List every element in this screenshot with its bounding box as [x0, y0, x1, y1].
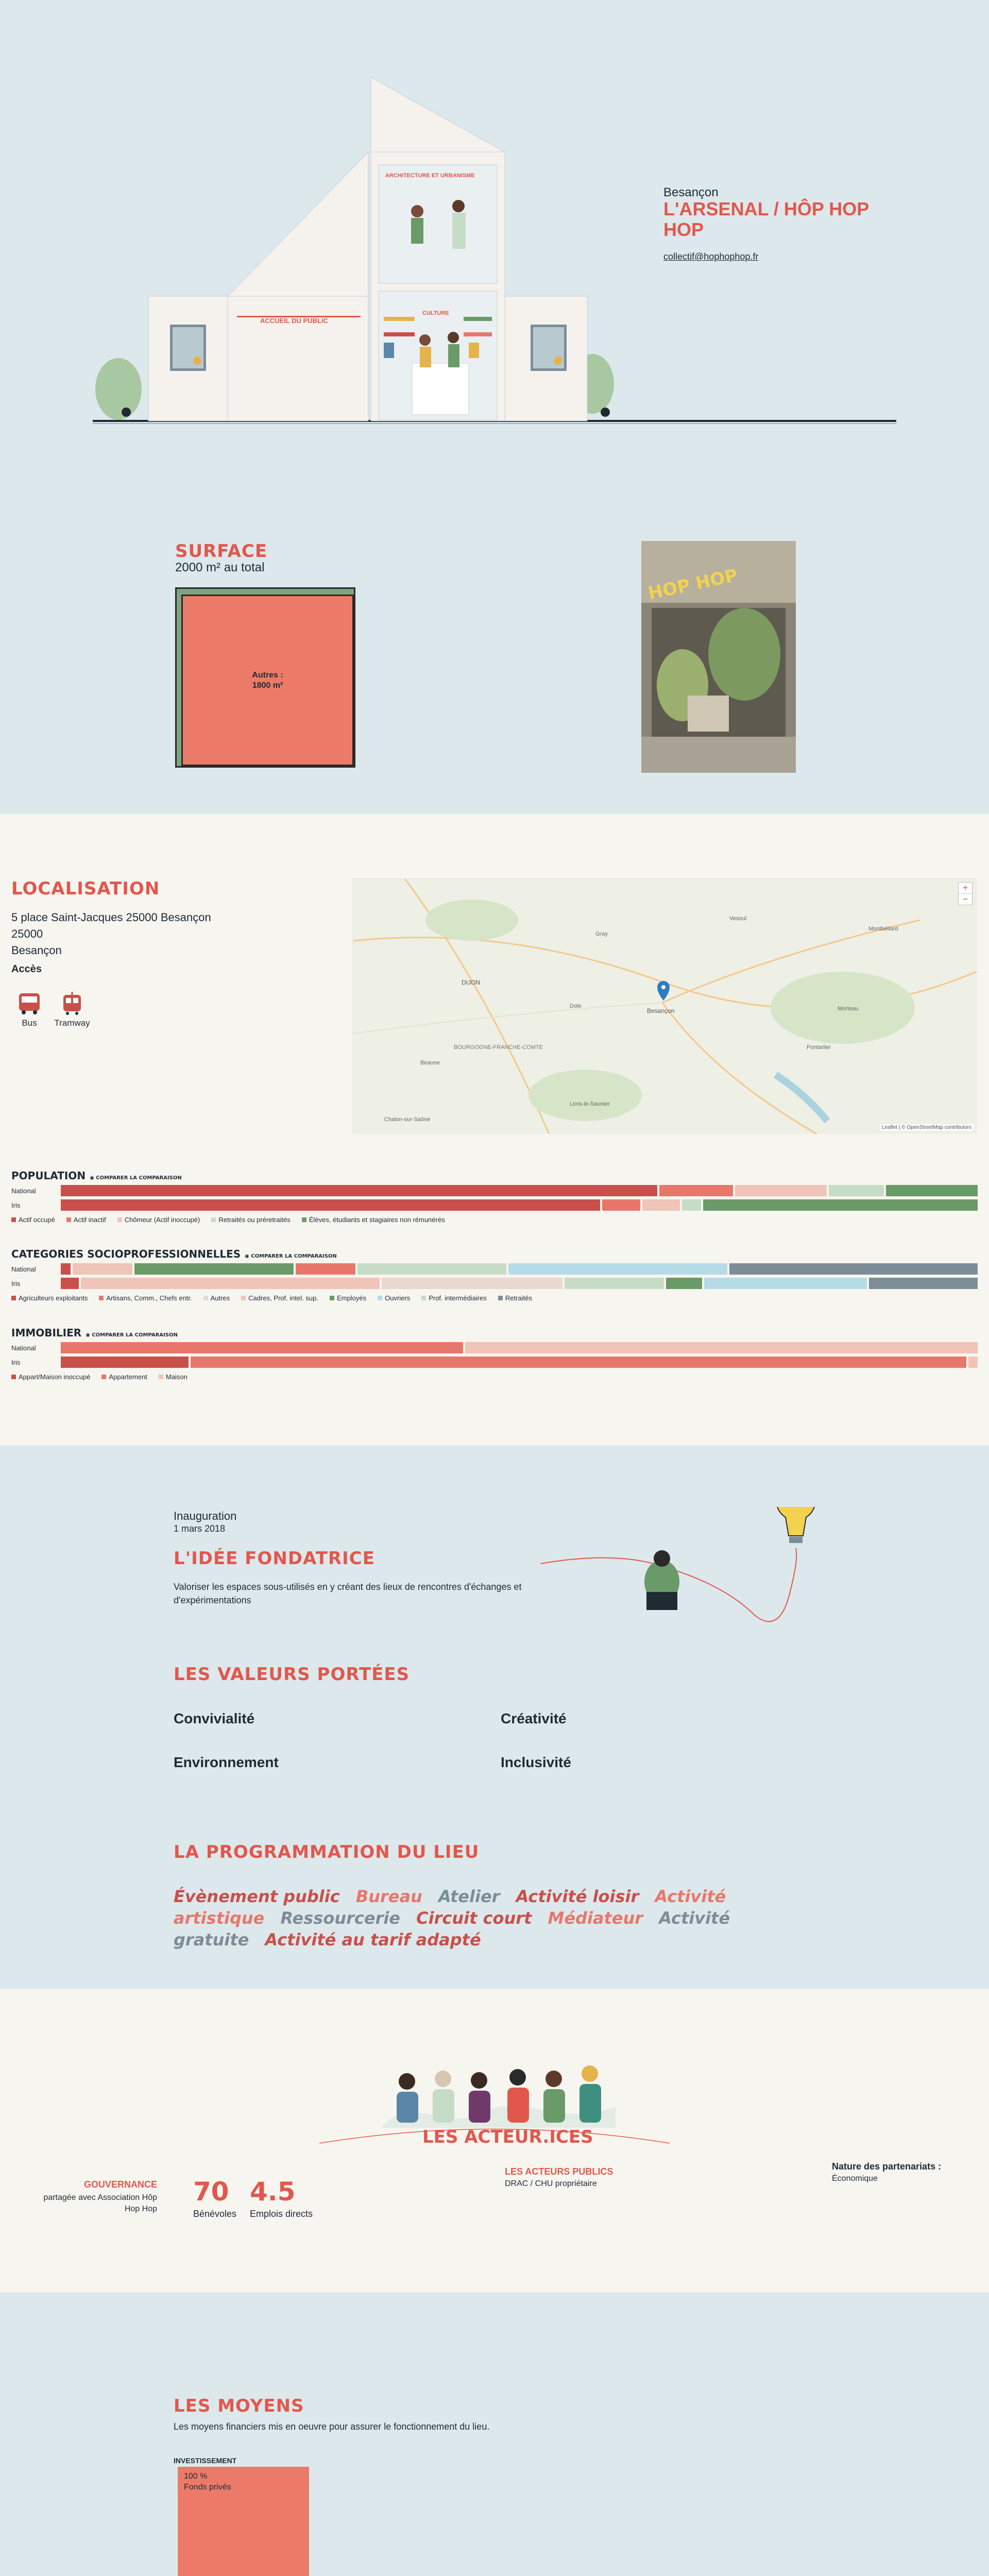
acteurs-publics-text: DRAC / CHU propriétaire	[505, 2179, 597, 2188]
svg-text:Dole: Dole	[570, 1003, 582, 1009]
csp-bar-segment[interactable]	[61, 1263, 71, 1275]
programmation-tag: Activité loisir	[516, 1887, 639, 1906]
immobilier-compare-label: COMPARER LA COMPARAISON	[92, 1332, 178, 1338]
investissement-label: INVESTISSEMENT	[174, 2456, 237, 2465]
values-title: LES VALEURS PORTÉES	[174, 1664, 410, 1685]
legend-label: Cadres, Prof. intel. sup.	[248, 1294, 318, 1302]
investissement-percent: 100 %	[184, 2472, 208, 2481]
population-legend-item	[66, 1216, 106, 1224]
contact-email-link[interactable]: collectif@hophophop.fr	[663, 251, 759, 262]
acteurs-section	[0, 1989, 989, 2293]
partenariats-text: Économique	[832, 2174, 878, 2183]
legend-swatch	[66, 1217, 71, 1222]
legend-swatch	[421, 1296, 426, 1300]
legend-swatch	[11, 1375, 16, 1379]
localisation-title: LOCALISATION	[11, 878, 160, 899]
legend-swatch	[11, 1296, 16, 1300]
inauguration-date: 1 mars 2018	[174, 1523, 226, 1534]
map-attribution[interactable]: Leaflet | © OpenStreetMap contributors	[880, 1124, 974, 1131]
population-legend-item	[117, 1216, 200, 1224]
partenariats	[832, 2161, 941, 2183]
gouvernance	[28, 2179, 157, 2215]
people-illustration	[381, 2050, 616, 2128]
csp-bar	[61, 1278, 978, 1289]
programmation-tag: Ressourcerie	[280, 1908, 400, 1928]
map-zoom-control	[958, 882, 973, 905]
svg-text:Montbéliard: Montbéliard	[868, 926, 898, 932]
population-bar-segment[interactable]	[602, 1199, 640, 1211]
population-bar-segment[interactable]	[829, 1185, 884, 1196]
legend-swatch	[498, 1296, 503, 1300]
csp-row-0	[11, 1263, 978, 1275]
csp-legend-item	[241, 1294, 318, 1302]
programmation-title: LA PROGRAMMATION DU LIEU	[174, 1842, 480, 1862]
population-row-0	[11, 1185, 978, 1196]
csp-bar-segment[interactable]	[729, 1263, 978, 1275]
legend-swatch	[302, 1217, 306, 1222]
csp-compare-label: COMPARER LA COMPARAISON	[251, 1253, 337, 1259]
legend-label: Autres	[210, 1294, 230, 1302]
moyens-section	[0, 2293, 989, 2576]
legend-swatch	[101, 1375, 106, 1379]
immobilier-title: IMMOBILIER	[11, 1327, 82, 1339]
access-tram-label: Tramway	[54, 1018, 90, 1028]
population-bar-segment[interactable]	[886, 1185, 978, 1196]
idee-section	[0, 1445, 989, 1989]
map-tiles	[353, 879, 977, 1134]
legend-swatch	[11, 1217, 16, 1222]
legend-label: Prof. intermédiaires	[429, 1294, 487, 1302]
csp-legend-item	[203, 1294, 230, 1302]
investissement-box	[178, 2467, 309, 2576]
address-line-3: Besançon	[11, 944, 62, 957]
surface-autres-label: Autres :	[252, 670, 283, 680]
csp-legend-item	[498, 1294, 532, 1302]
hero-city: Besançon	[663, 185, 719, 199]
immobilier-bar-segment[interactable]	[191, 1357, 966, 1368]
population-bar-segment[interactable]	[61, 1199, 600, 1211]
legend-label: Actif occupé	[19, 1216, 55, 1224]
csp-row-1	[11, 1278, 978, 1289]
programmation-tag: Activité artistique	[174, 1887, 726, 1928]
gouvernance-title: GOUVERNANCE	[83, 2179, 157, 2190]
csp-bar-segment[interactable]	[565, 1278, 664, 1289]
immobilier-bar	[61, 1342, 978, 1353]
legend-swatch	[117, 1217, 122, 1222]
csp-bar-segment[interactable]	[666, 1278, 702, 1289]
immobilier-bar-segment[interactable]	[968, 1357, 978, 1368]
programmation-tag: Circuit court	[416, 1908, 532, 1928]
moyens-description: Les moyens financiers mis en oeuvre pour assurer le fonctionnement du lieu.	[174, 2421, 490, 2432]
csp-bar-segment[interactable]	[296, 1263, 355, 1275]
legend-swatch	[211, 1217, 216, 1222]
idea-illustration	[538, 1507, 827, 1641]
svg-text:Chalon-sur-Saône: Chalon-sur-Saône	[384, 1116, 431, 1123]
population-bar-segment[interactable]	[735, 1185, 827, 1196]
svg-text:Beaune: Beaune	[420, 1060, 440, 1066]
acteurs-title: LES ACTEUR.ICES	[422, 2127, 593, 2147]
immobilier-legend-item	[11, 1373, 90, 1381]
benevoles-number: 70	[193, 2177, 229, 2207]
population-bar-segment[interactable]	[682, 1199, 701, 1211]
map-zoom-in-button[interactable]: +	[959, 883, 972, 894]
legend-label: Élèves, étudiants et stagiaires non rémunérés	[309, 1216, 445, 1224]
map-zoom-out-button[interactable]: −	[962, 894, 968, 904]
immobilier-bar-segment[interactable]	[61, 1342, 463, 1353]
population-bar-segment[interactable]	[703, 1199, 978, 1211]
immobilier-row-label: Iris	[11, 1358, 21, 1366]
value-4: Inclusivité	[501, 1754, 571, 1770]
legend-label: Chômeur (Actif inoccupé)	[124, 1216, 200, 1224]
bus-icon	[16, 992, 42, 1015]
svg-text:Morteau: Morteau	[838, 1006, 859, 1012]
csp-legend-item	[378, 1294, 410, 1302]
surface-title: SURFACE	[175, 541, 268, 562]
legend-label: Employés	[337, 1294, 367, 1302]
csp-bar-segment[interactable]	[61, 1278, 79, 1289]
legend-label: Maison	[165, 1373, 187, 1381]
immobilier-row-0	[11, 1342, 978, 1353]
svg-text:DIJON: DIJON	[462, 979, 480, 986]
immobilier-compare[interactable]: ◉ COMPARER LA COMPARAISON	[86, 1332, 178, 1338]
population-compare-label: COMPARER LA COMPARAISON	[96, 1175, 182, 1181]
venue-photo	[641, 541, 796, 773]
csp-bar-segment[interactable]	[382, 1278, 562, 1289]
value-1: Convivialité	[174, 1710, 255, 1726]
population-title: POPULATION	[11, 1170, 86, 1182]
csp-bar-segment[interactable]	[357, 1263, 506, 1275]
inauguration-label: Inauguration	[174, 1510, 237, 1522]
localisation-section	[0, 814, 989, 1445]
value-2: Créativité	[501, 1710, 567, 1726]
csp-bar-segment[interactable]	[73, 1263, 132, 1275]
population-row-label: National	[11, 1187, 36, 1195]
population-bar-segment[interactable]	[61, 1185, 657, 1196]
hero-title: L'ARSENAL / HÔP HOP HOP	[663, 198, 869, 240]
programmation-tag: Atelier	[438, 1887, 500, 1906]
immobilier-legend-item	[101, 1373, 147, 1381]
csp-bar	[61, 1263, 978, 1275]
legend-label: Artisans, Comm., Chefs entr.	[106, 1294, 192, 1302]
programmation-tag: Activité au tarif adapté	[265, 1930, 481, 1950]
csp-legend-item	[421, 1294, 487, 1302]
population-legend-item	[211, 1216, 290, 1224]
csp-stats	[11, 1248, 978, 1302]
emplois-stat	[250, 2177, 313, 2219]
surface-section	[0, 464, 989, 814]
csp-row-label: Iris	[11, 1279, 21, 1287]
immobilier-bar-segment[interactable]	[61, 1357, 189, 1368]
idee-description: Valoriser les espaces sous-utilisés en y créant des lieux de rencontres d'échanges et d'expérimentations	[174, 1582, 522, 1605]
svg-text:Pontarlier: Pontarlier	[807, 1044, 831, 1050]
photo-sign-text: HOP HOP	[646, 565, 740, 604]
csp-legend-item	[11, 1294, 88, 1302]
legend-label: Retraités ou préretraités	[218, 1216, 291, 1224]
population-row-label: Iris	[11, 1201, 21, 1209]
sign-accueil: ACCUEIL DU PUBLIC	[260, 317, 328, 325]
acteurs-publics-title: LES ACTEURS PUBLICS	[505, 2166, 613, 2177]
population-bar-segment[interactable]	[642, 1199, 680, 1211]
programmation-tag: Activité gratuite	[174, 1908, 730, 1950]
immobilier-row-label: National	[11, 1344, 36, 1352]
legend-swatch	[378, 1296, 382, 1300]
population-row-1	[11, 1199, 978, 1211]
svg-text:Besançon: Besançon	[647, 1007, 675, 1014]
csp-legend-item	[99, 1294, 192, 1302]
population-bar-segment[interactable]	[659, 1185, 733, 1196]
programmation-tags	[174, 1886, 766, 1951]
csp-bar-segment[interactable]	[869, 1278, 978, 1289]
population-legend-item	[302, 1216, 445, 1224]
population-compare[interactable]: ◉ COMPARER LA COMPARAISON	[90, 1175, 182, 1181]
access-bus	[11, 992, 47, 1028]
csp-bar-segment[interactable]	[704, 1278, 867, 1289]
gouvernance-text-1: partagée avec Association Hôp	[43, 2193, 157, 2202]
surface-autres-square	[181, 595, 354, 766]
partenariats-title: Nature des partenariats :	[832, 2161, 942, 2172]
population-bar	[61, 1185, 978, 1196]
legend-label: Appart/Maison inoccupé	[19, 1373, 91, 1381]
programmation-tag: Médiateur	[548, 1908, 643, 1928]
csp-bar-segment[interactable]	[134, 1263, 294, 1275]
building-illustration	[88, 75, 901, 446]
sign-culture: CULTURE	[422, 310, 449, 316]
population-legend-item	[11, 1216, 55, 1224]
location-map[interactable]	[353, 878, 976, 1133]
immobilier-bar	[61, 1357, 978, 1368]
legend-swatch	[241, 1296, 246, 1300]
legend-label: Agriculteurs exploitants	[19, 1294, 88, 1302]
population-stats	[11, 1170, 978, 1224]
legend-label: Actif inactif	[73, 1216, 106, 1224]
surface-total: 2000 m² au total	[175, 561, 265, 574]
csp-bar-segment[interactable]	[508, 1263, 727, 1275]
value-3: Environnement	[174, 1754, 279, 1770]
immobilier-stats	[11, 1327, 978, 1381]
csp-compare[interactable]: ◉ COMPARER LA COMPARAISON	[245, 1253, 337, 1259]
address-line-2: 25000	[11, 927, 43, 940]
svg-text:Gray: Gray	[595, 931, 608, 937]
address-line-1: 5 place Saint-Jacques 25000 Besançon	[11, 911, 211, 924]
svg-text:BOURGOGNE-FRANCHE-COMTE: BOURGOGNE-FRANCHE-COMTE	[454, 1044, 543, 1050]
tram-icon	[59, 992, 85, 1015]
svg-text:Lons-le-Saunier: Lons-le-Saunier	[570, 1101, 610, 1107]
legend-label: Retraités	[505, 1294, 532, 1302]
legend-swatch	[159, 1375, 163, 1379]
idee-title: L'IDÉE FONDATRICE	[174, 1548, 375, 1569]
csp-legend-item	[330, 1294, 366, 1302]
immobilier-bar-segment[interactable]	[465, 1342, 978, 1353]
programmation-tag: Évènement public	[174, 1887, 340, 1906]
programmation-tag: Bureau	[355, 1887, 422, 1906]
benevoles-label: Bénévoles	[193, 2209, 237, 2219]
hero-section	[0, 0, 989, 464]
csp-title: CATEGORIES SOCIOPROFESSIONNELLES	[11, 1248, 241, 1260]
legend-swatch	[99, 1296, 104, 1300]
csp-row-label: National	[11, 1265, 36, 1273]
moyens-title: LES MOYENS	[174, 2396, 304, 2416]
legend-label: Appartement	[109, 1373, 147, 1381]
legend-label: Ouvriers	[385, 1294, 411, 1302]
population-bar	[61, 1199, 978, 1211]
immobilier-legend-item	[159, 1373, 187, 1381]
investissement-source: Fonds privés	[184, 2483, 231, 2492]
benevoles-stat	[193, 2177, 236, 2219]
svg-text:Vesoul: Vesoul	[729, 916, 747, 922]
legend-swatch	[330, 1296, 334, 1300]
legend-swatch	[203, 1296, 208, 1300]
sign-architecture: ARCHITECTURE ET URBANISME	[385, 173, 475, 179]
address	[11, 909, 211, 959]
csp-bar-segment[interactable]	[81, 1278, 379, 1289]
access-bus-label: Bus	[22, 1018, 37, 1028]
access-tram	[54, 992, 90, 1028]
acteurs-publics	[505, 2166, 613, 2189]
surface-autres-value: 1800 m²	[252, 681, 283, 690]
emplois-number: 4.5	[250, 2177, 296, 2207]
gouvernance-text-2: Hop Hop	[124, 2205, 157, 2213]
emplois-label: Emplois directs	[250, 2209, 313, 2219]
access-title: Accès	[11, 963, 42, 975]
immobilier-row-1	[11, 1357, 978, 1368]
